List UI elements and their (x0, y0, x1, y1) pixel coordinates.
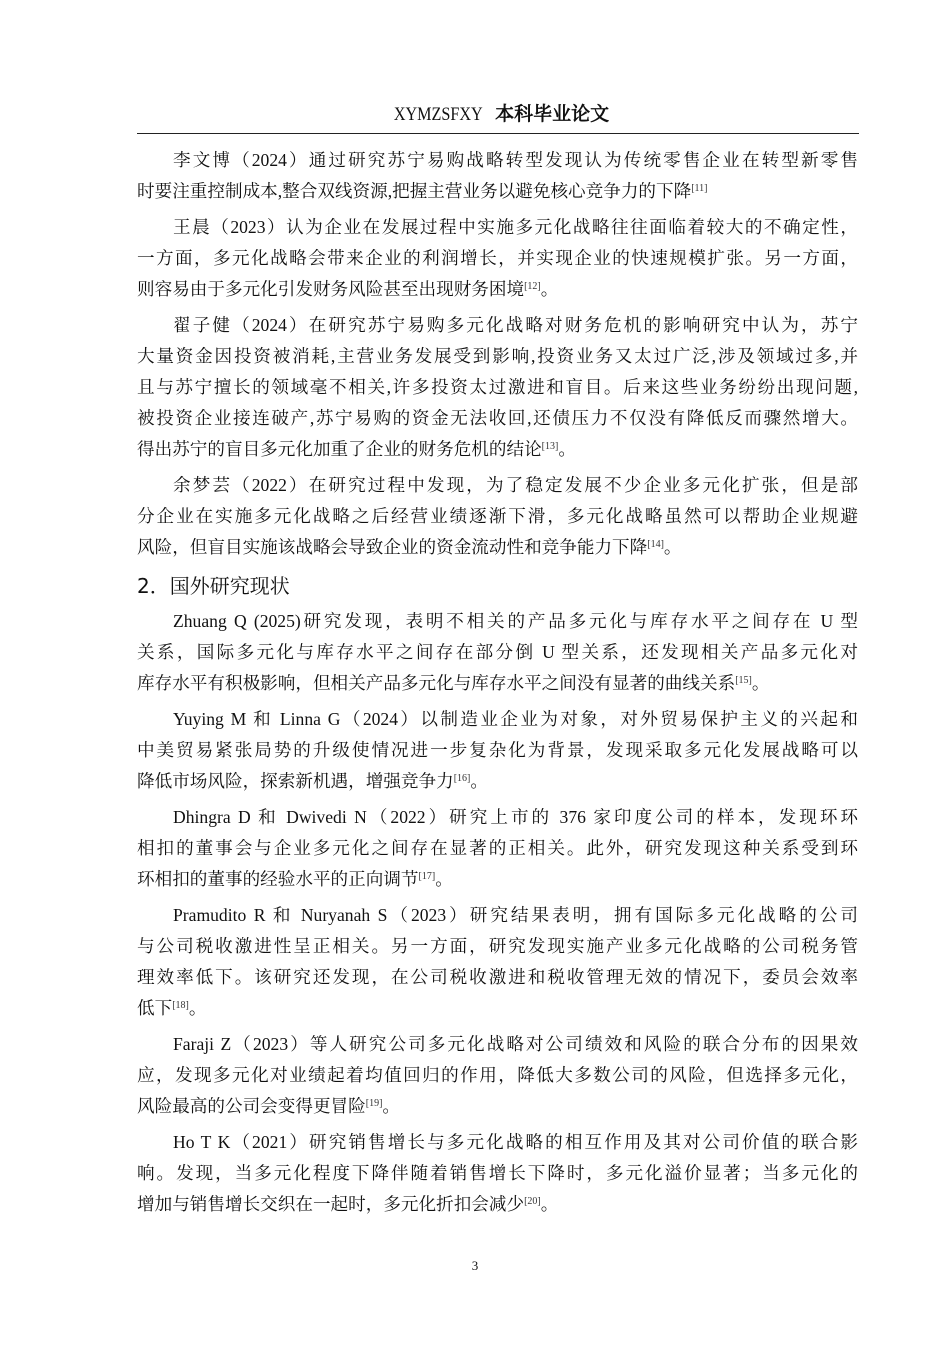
line-text: Pramudito R 和 Nuryanah S（2023）研究结果表明，拥有国际多元化战略的公司 (173, 905, 858, 925)
line-text: 分企业在实施多元化战略之后经营业绩逐渐下滑，多元化战略虽然可以帮助企业规避 (137, 506, 858, 526)
line-text: 降低市场风险，探索新机遇，增强竞争力 (137, 771, 454, 791)
line-text: 王晨（2023）认为企业在发展过程中实施多元化战略往往面临着较大的不确定性， (173, 217, 858, 237)
text-line (137, 1158, 858, 1189)
text-line (137, 833, 858, 864)
paragraph (137, 900, 858, 1024)
line-text: 低下 (137, 998, 173, 1018)
line-text: Dhingra D 和 Dwivedi N（2022）研究上市的 376 家印度公司的样本，发现环环 (173, 807, 858, 827)
line-tail: 。 (540, 279, 559, 299)
paragraph (137, 212, 858, 305)
citation-ref: [17] (418, 871, 436, 882)
line-text: 关系，国际多元化与库存水平之间存在部分倒 U 型关系，还发现相关产品多元化对 (137, 642, 858, 662)
line-text: 库存水平有积极影响，但相关产品多元化与库存水平之间没有显著的曲线关系 (137, 673, 736, 693)
line-tail: 。 (751, 673, 770, 693)
text-line (137, 434, 858, 465)
line-text: 一方面，多元化战略会带来企业的利润增长，并实现企业的快速规模扩张。另一方面， (137, 248, 858, 268)
text-line (137, 864, 858, 895)
document-body (137, 145, 858, 1225)
text-line (137, 900, 858, 931)
line-text: Faraji Z（2023）等人研究公司多元化战略对公司绩效和风险的联合分布的因果效 (173, 1034, 858, 1054)
line-tail: 。 (382, 1096, 401, 1116)
citation-ref: [12] (524, 281, 541, 292)
line-tail: 。 (540, 1194, 559, 1214)
citation-ref: [19] (365, 1098, 383, 1109)
text-line (137, 606, 858, 637)
line-text: 风险最高的公司会变得更冒险 (137, 1096, 366, 1116)
text-line (137, 274, 858, 305)
paragraph (137, 470, 858, 563)
line-text: 大量资金因投资被消耗,主营业务发展受到影响,投资业务又太过广泛,涉及领域过多,并 (137, 346, 858, 366)
text-line (137, 962, 858, 993)
line-text: 李文博（2024）通过研究苏宁易购战略转型发现认为传统零售企业在转型新零售 (173, 150, 858, 170)
paragraph (137, 802, 858, 895)
header-school-code: XYMZSFXY (393, 104, 483, 125)
line-tail: 。 (558, 439, 576, 459)
text-line (137, 470, 858, 501)
line-text: Yuying M 和 Linna G（2024）以制造业企业为对象，对外贸易保护主义的兴起和 (173, 709, 858, 729)
line-text: 增加与销售增长交织在一起时，多元化折扣会减少 (137, 1194, 525, 1214)
line-text: 响。发现，当多元化程度下降伴随着销售增长下降时，多元化溢价显著；当多元化的 (137, 1163, 858, 1183)
line-text: 得出苏宁的盲目多元化加重了企业的财务危机的结论 (137, 439, 542, 459)
paragraph (137, 310, 858, 465)
citation-ref: [11] (691, 183, 708, 194)
text-line (137, 704, 858, 735)
text-line (137, 310, 858, 341)
line-tail: 。 (435, 869, 453, 889)
text-line (137, 145, 858, 176)
line-text: 与公司税收激进性呈正相关。另一方面，研究发现实施产业多元化战略的公司税务管 (137, 936, 858, 956)
text-line (137, 341, 858, 372)
citation-ref: [13] (541, 441, 559, 452)
paragraph (137, 606, 858, 699)
text-line (137, 1060, 858, 1091)
line-tail: 。 (188, 998, 207, 1018)
line-tail: 。 (470, 771, 488, 791)
text-line (137, 668, 858, 699)
line-text: 时要注重控制成本,整合双线资源,把握主营业务以避免核心竞争力的下降 (137, 181, 692, 201)
paragraph (137, 1127, 858, 1220)
paragraph (137, 145, 858, 207)
text-line (137, 1091, 858, 1122)
line-text: 且与苏宁擅长的领域毫不相关,许多投资太过激进和盲目。后来这些业务纷纷出现问题, (137, 377, 858, 397)
text-line (137, 1127, 858, 1158)
text-line (137, 802, 858, 833)
text-line (137, 931, 858, 962)
text-line (137, 372, 858, 403)
line-text: Ho T K（2021）研究销售增长与多元化战略的相互作用及其对公司价值的联合影 (173, 1132, 858, 1152)
citation-ref: [18] (172, 1000, 189, 1011)
page-header (137, 102, 858, 127)
text-line (137, 176, 858, 207)
text-line (137, 212, 858, 243)
text-line (137, 243, 858, 274)
line-text: 中美贸易紧张局势的升级使情况进一步复杂化为背景，发现采取多元化发展战略可以 (137, 740, 858, 760)
header-divider (137, 133, 859, 134)
paragraph (137, 1029, 858, 1122)
text-line (137, 532, 858, 563)
line-text: 应，发现多元化对业绩起着均值回归的作用，降低大多数公司的风险，但选择多元化， (137, 1065, 858, 1085)
line-text: 相扣的董事会与企业多元化之间存在显著的正相关。此外，研究发现这种关系受到环 (137, 838, 858, 858)
citation-ref: [20] (524, 1196, 541, 1207)
line-text: 余梦芸（2022）在研究过程中发现，为了稳定发展不少企业多元化扩张，但是部 (173, 475, 858, 495)
text-line (137, 735, 858, 766)
citation-ref: [14] (647, 539, 664, 550)
citation-ref: [15] (735, 675, 752, 686)
header-title: 本科毕业论文 (495, 103, 610, 125)
text-line (137, 1029, 858, 1060)
citation-ref: [16] (453, 773, 471, 784)
line-text: Zhuang Q (2025)研究发现，表明不相关的产品多元化与库存水平之间存在 U 型 (173, 611, 858, 631)
line-text: 风险，但盲目实施该战略会导致企业的资金流动性和竞争能力下降 (137, 537, 648, 557)
line-text: 被投资企业接连破产,苏宁易购的资金无法收回,还债压力不仅没有降低反而骤然增大。 (137, 408, 858, 428)
text-line (137, 766, 858, 797)
line-tail: 。 (663, 537, 682, 557)
page-number: 3 (471, 1258, 479, 1273)
text-line (137, 993, 858, 1024)
line-text: 环相扣的董事的经验水平的正向调节 (137, 869, 419, 889)
text-line (137, 501, 858, 532)
section-heading: 2．国外研究现状 (137, 574, 290, 598)
text-line (137, 403, 858, 434)
text-line (137, 1189, 858, 1220)
line-text: 翟子健（2024）在研究苏宁易购多元化战略对财务危机的影响研究中认为，苏宁 (173, 315, 858, 335)
paragraph (137, 704, 858, 797)
line-text: 理效率低下。该研究还发现，在公司税收激进和税收管理无效的情况下，委员会效率 (137, 967, 858, 987)
text-line (137, 637, 858, 668)
line-text: 则容易由于多元化引发财务风险甚至出现财务困境 (137, 279, 525, 299)
